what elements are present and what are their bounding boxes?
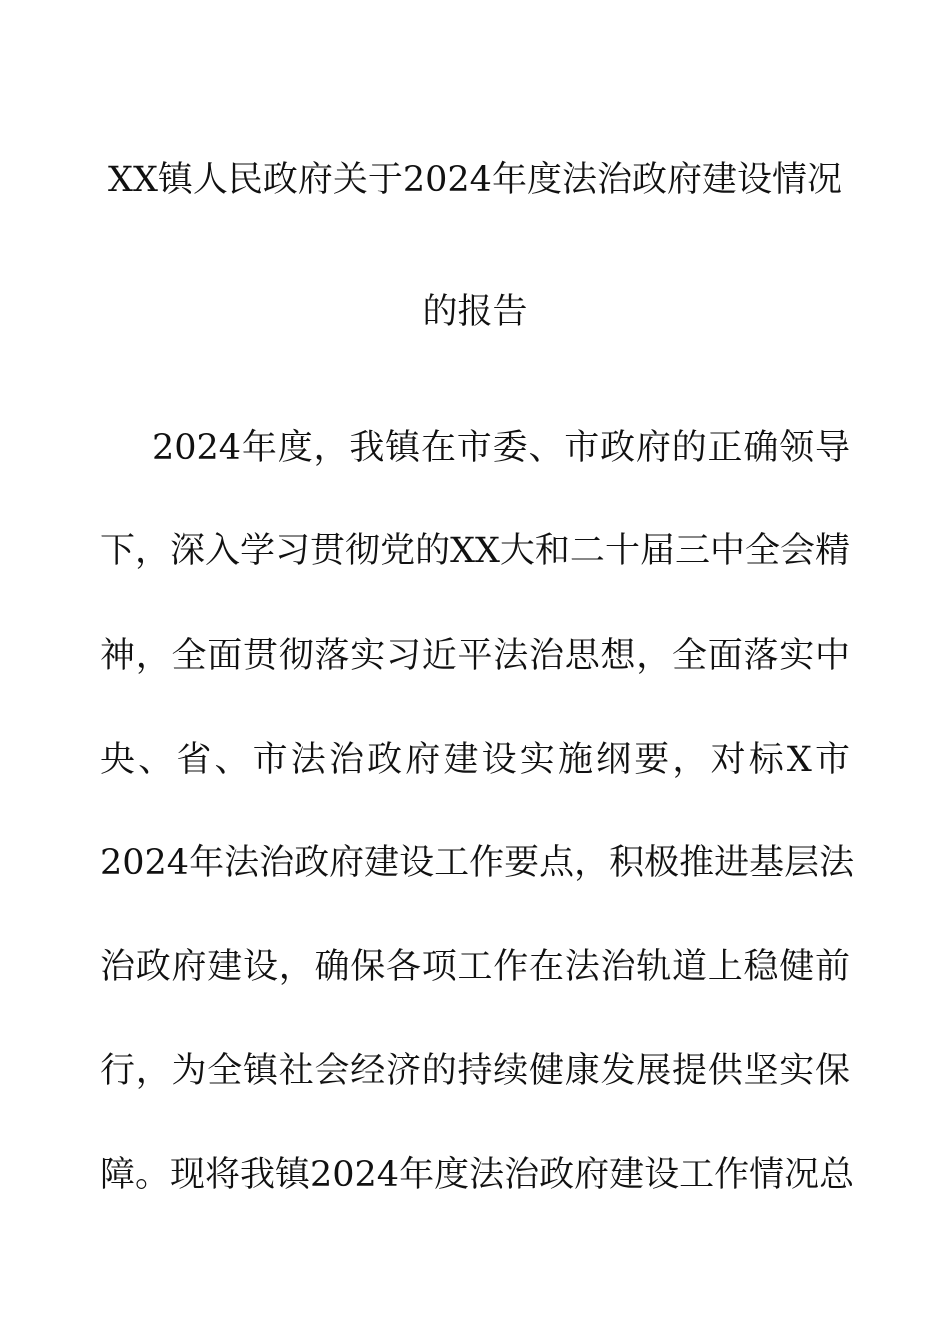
document-title-line-1: XX镇人民政府关于2024年度法治政府建设情况 xyxy=(108,160,842,200)
body-line-3: 神，全面贯彻落实习近平法治思想，全面落实中 xyxy=(100,636,850,676)
document-title-line-2: 的报告 xyxy=(422,292,528,332)
body-line-6: 治政府建设，确保各项工作在法治轨道上稳健前 xyxy=(100,947,850,987)
body-line-5: 2024年法治政府建设工作要点，积极推进基层法 xyxy=(100,843,855,883)
body-line-4: 央、省、市法治政府建设实施纲要，对标X市 xyxy=(100,740,850,780)
body-line-2: 下，深入学习贯彻党的XX大和二十届三中全会精 xyxy=(100,531,850,571)
body-line-1: 2024年度，我镇在市委、市政府的正确领导 xyxy=(152,428,850,468)
body-line-8: 障。现将我镇2024年度法治政府建设工作情况总 xyxy=(100,1155,855,1195)
body-line-7: 行，为全镇社会经济的持续健康发展提供坚实保 xyxy=(100,1051,850,1091)
